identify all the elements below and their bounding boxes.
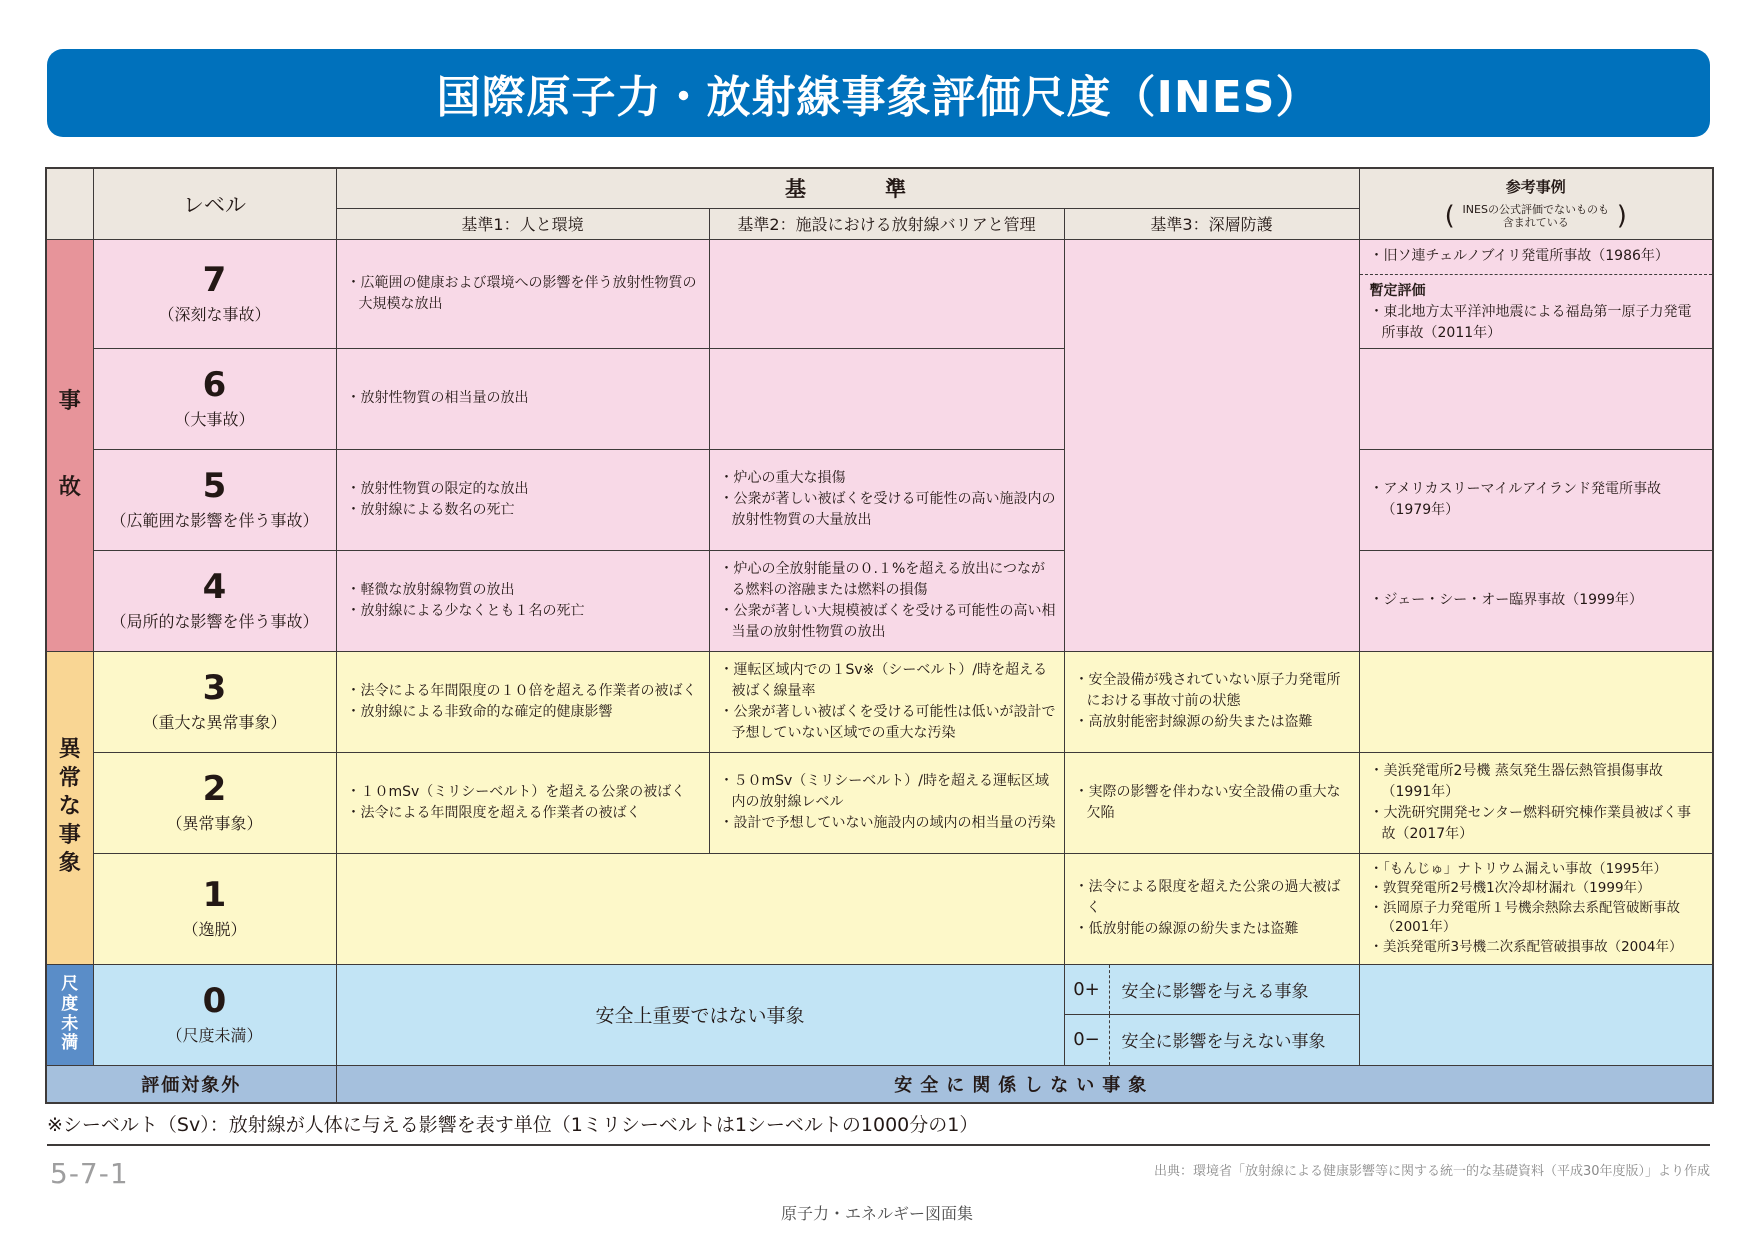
l6-c2 [709, 348, 1064, 449]
header-level: レベル [93, 168, 336, 239]
header-criterion-1: 基準1：人と環境 [336, 208, 709, 239]
header-corner [46, 168, 93, 239]
criterion-item: ・ 安全設備が残されていない原子力発電所における事故寸前の状態 [1075, 670, 1351, 712]
out-of-scale-text: 安全に関係しない事象 [336, 1065, 1713, 1103]
level-6 [93, 348, 336, 449]
reference-title: 参考事例 [1505, 178, 1566, 197]
l3-examples [1359, 651, 1713, 752]
page-title: 国際原子力・放射線事象評価尺度（INES） [436, 72, 1321, 123]
criterion-item: ・ 公衆が著しい被ばくを受ける可能性は低いが設計で予想していない区域での重大な汚染 [720, 702, 1056, 744]
header-criteria: 基 準 [336, 168, 1359, 208]
criterion-item: ・ 法令による年間限度の１０倍を超える作業者の被ばく [347, 681, 701, 702]
l4-c2 [709, 550, 1064, 651]
title-bar [47, 49, 1710, 137]
l6-c1 [336, 348, 709, 449]
level-name: （広範囲な影響を伴う事故） [110, 510, 319, 530]
level-2 [93, 752, 336, 853]
category-accident: 事 故 [46, 239, 93, 651]
source-credit: 出典：環境省「放射線による健康影響等に関する統一的な基礎資料（平成30年度版）」より作成 [1153, 1164, 1710, 1179]
criterion-item: ・ 放射線による少なくとも１名の死亡 [347, 601, 701, 622]
provisional-label: 暫定評価 [1369, 282, 1426, 299]
l2-c2 [709, 752, 1064, 853]
level-name: （尺度未満） [166, 1025, 263, 1045]
accident-c3 [1064, 239, 1359, 651]
l7-c2 [709, 239, 1064, 348]
l0-c3 [1064, 964, 1359, 1065]
reference-note-text: INESの公式評価でないものも含まれている [1462, 202, 1609, 230]
level-number: 7 [202, 260, 227, 301]
footnote: ※シーベルト（Sv）：放射線が人体に与える影響を表す単位（1ミリシーベルトは1シーベルトの1000分の1） [47, 1114, 979, 1136]
l1-c1-c2 [336, 853, 1064, 964]
criterion-item: ・ 設計で予想していない施設内の域内の相当量の汚染 [720, 813, 1056, 834]
criterion-item: ・ ５０mSv（ミリシーベルト）/時を超える運転区域内の放射線レベル [720, 771, 1056, 813]
level-number: 1 [202, 875, 227, 916]
example-item: ・ 大洗研究開発センター燃料研究棟作業員被ばく事故（2017年） [1370, 803, 1705, 845]
header-reference [1359, 168, 1713, 239]
zero-minus-row [1065, 1014, 1359, 1065]
criterion-item: ・ 放射線による非致命的な確定的健康影響 [347, 702, 701, 723]
book-title: 原子力・エネルギー図面集 [780, 1204, 973, 1223]
example-item: ・ 美浜発電所3号機二次系配管破損事故（2004年） [1370, 938, 1705, 958]
l6-examples [1359, 348, 1713, 449]
criterion-item: ・ 法令による限度を超えた公衆の過大被ばく [1075, 877, 1351, 919]
l5-c2 [709, 449, 1064, 550]
level-3 [93, 651, 336, 752]
criterion-item: ・ 放射線による数名の死亡 [347, 500, 701, 521]
criterion-item: ・ 放射性物質の相当量の放出 [347, 388, 701, 409]
category-below-scale: 尺 度 未 満 [46, 964, 93, 1065]
l0-main: 安全上重要ではない事象 [336, 964, 1064, 1065]
level-7 [93, 239, 336, 348]
example-item: ・ 旧ソ連チェルノブイリ発電所事故（1986年） [1370, 246, 1669, 267]
example-item: ・ ジェー・シー・オー臨界事故（1999年） [1370, 590, 1705, 611]
l0-examples [1359, 964, 1713, 1065]
zero-plus-text: 安全に影響を与える事象 [1121, 981, 1309, 1002]
level-5 [93, 449, 336, 550]
level-number: 5 [202, 466, 227, 507]
l3-c2 [709, 651, 1064, 752]
example-item: ・ 「もんじゅ」ナトリウム漏えい事故（1995年） [1370, 860, 1705, 880]
criterion-item: ・ 炉心の全放射能量の０.１%を超える放出につながる燃料の溶融または燃料の損傷 [720, 559, 1056, 601]
criterion-item: ・ 高放射能密封線源の紛失または盗難 [1075, 712, 1351, 733]
level-1 [93, 853, 336, 964]
criterion-item: ・ 公衆が著しい大規模被ばくを受ける可能性の高い相当量の放射性物質の放出 [720, 601, 1056, 643]
criterion-item: ・ 広範囲の健康および環境への影響を伴う放射性物質の大規模な放出 [347, 273, 701, 315]
example-item: ・ 美浜発電所2号機 蒸気発生器伝熱管損傷事故（1991年） [1370, 761, 1705, 803]
divider [47, 1144, 1710, 1146]
criterion-item: ・ 軽微な放射線物質の放出 [347, 580, 701, 601]
level-number: 0 [202, 981, 227, 1022]
l3-c1 [336, 651, 709, 752]
criterion-item: ・ 運転区域内での１Sv※（シーベルト）/時を超える被ばく線量率 [720, 660, 1056, 702]
level-name: （局所的な影響を伴う事故） [110, 611, 319, 631]
header-criterion-3: 基準3：深層防護 [1064, 208, 1359, 239]
criterion-item: ・ 放射性物質の限定的な放出 [347, 479, 701, 500]
level-name: （深刻な事故） [158, 304, 271, 324]
level-4 [93, 550, 336, 651]
ines-table [45, 167, 1714, 1104]
zero-minus-code: 0− [1065, 1015, 1110, 1065]
category-incident: 異 常 な 事 象 [46, 651, 93, 964]
level-name: （重大な異常事象） [142, 712, 287, 732]
zero-minus-text: 安全に影響を与えない事象 [1121, 1032, 1326, 1053]
l7-c1 [336, 239, 709, 348]
l4-c1 [336, 550, 709, 651]
header-criterion-2: 基準2：施設における放射線バリアと管理 [709, 208, 1064, 239]
level-name: （異常事象） [166, 813, 263, 833]
level-number: 6 [202, 365, 227, 406]
criterion-item: ・ 低放射能の線源の紛失または盗難 [1075, 919, 1351, 940]
criterion-item: ・ 実際の影響を伴わない安全設備の重大な欠陥 [1075, 782, 1351, 824]
page-number: 5-7-1 [50, 1157, 129, 1190]
level-number: 2 [202, 769, 227, 810]
example-item: ・ 敦賀発電所2号機1次冷却材漏れ（1999年） [1370, 879, 1705, 899]
level-0 [93, 964, 336, 1065]
l7-examples [1359, 239, 1713, 348]
example-item: ・ 東北地方太平洋沖地震による福島第一原子力発電所事故（2011年） [1370, 302, 1705, 344]
l1-c3 [1064, 853, 1359, 964]
level-name: （逸脱） [182, 919, 247, 939]
criterion-item: ・ 炉心の重大な損傷 [720, 468, 1056, 489]
example-item: ・ 浜岡原子力発電所１号機余熱除去系配管破断事故（2001年） [1370, 899, 1705, 938]
l2-c3 [1064, 752, 1359, 853]
out-of-scale-label: 評価対象外 [46, 1065, 336, 1103]
criterion-item: ・ 公衆が著しい被ばくを受ける可能性の高い施設内の放射性物質の大量放出 [720, 489, 1056, 531]
level-name: （大事故） [174, 409, 255, 429]
l4-examples [1359, 550, 1713, 651]
level-number: 4 [202, 567, 227, 608]
l2-examples [1359, 752, 1713, 853]
example-item: ・ アメリカスリーマイルアイランド発電所事故（1979年） [1370, 479, 1705, 521]
criterion-item: ・ 法令による年間限度を超える作業者の被ばく [347, 803, 701, 824]
level-number: 3 [202, 668, 227, 709]
zero-plus-row [1065, 965, 1359, 1015]
reference-note: ( INESの公式評価でないものも含まれている ) [1444, 201, 1627, 232]
l2-c1 [336, 752, 709, 853]
l5-c1 [336, 449, 709, 550]
l3-c3 [1064, 651, 1359, 752]
l5-examples [1359, 449, 1713, 550]
l1-examples [1359, 853, 1713, 964]
zero-plus-code: 0+ [1065, 965, 1110, 1015]
criterion-item: ・ １０mSv（ミリシーベルト）を超える公衆の被ばく [347, 782, 701, 803]
